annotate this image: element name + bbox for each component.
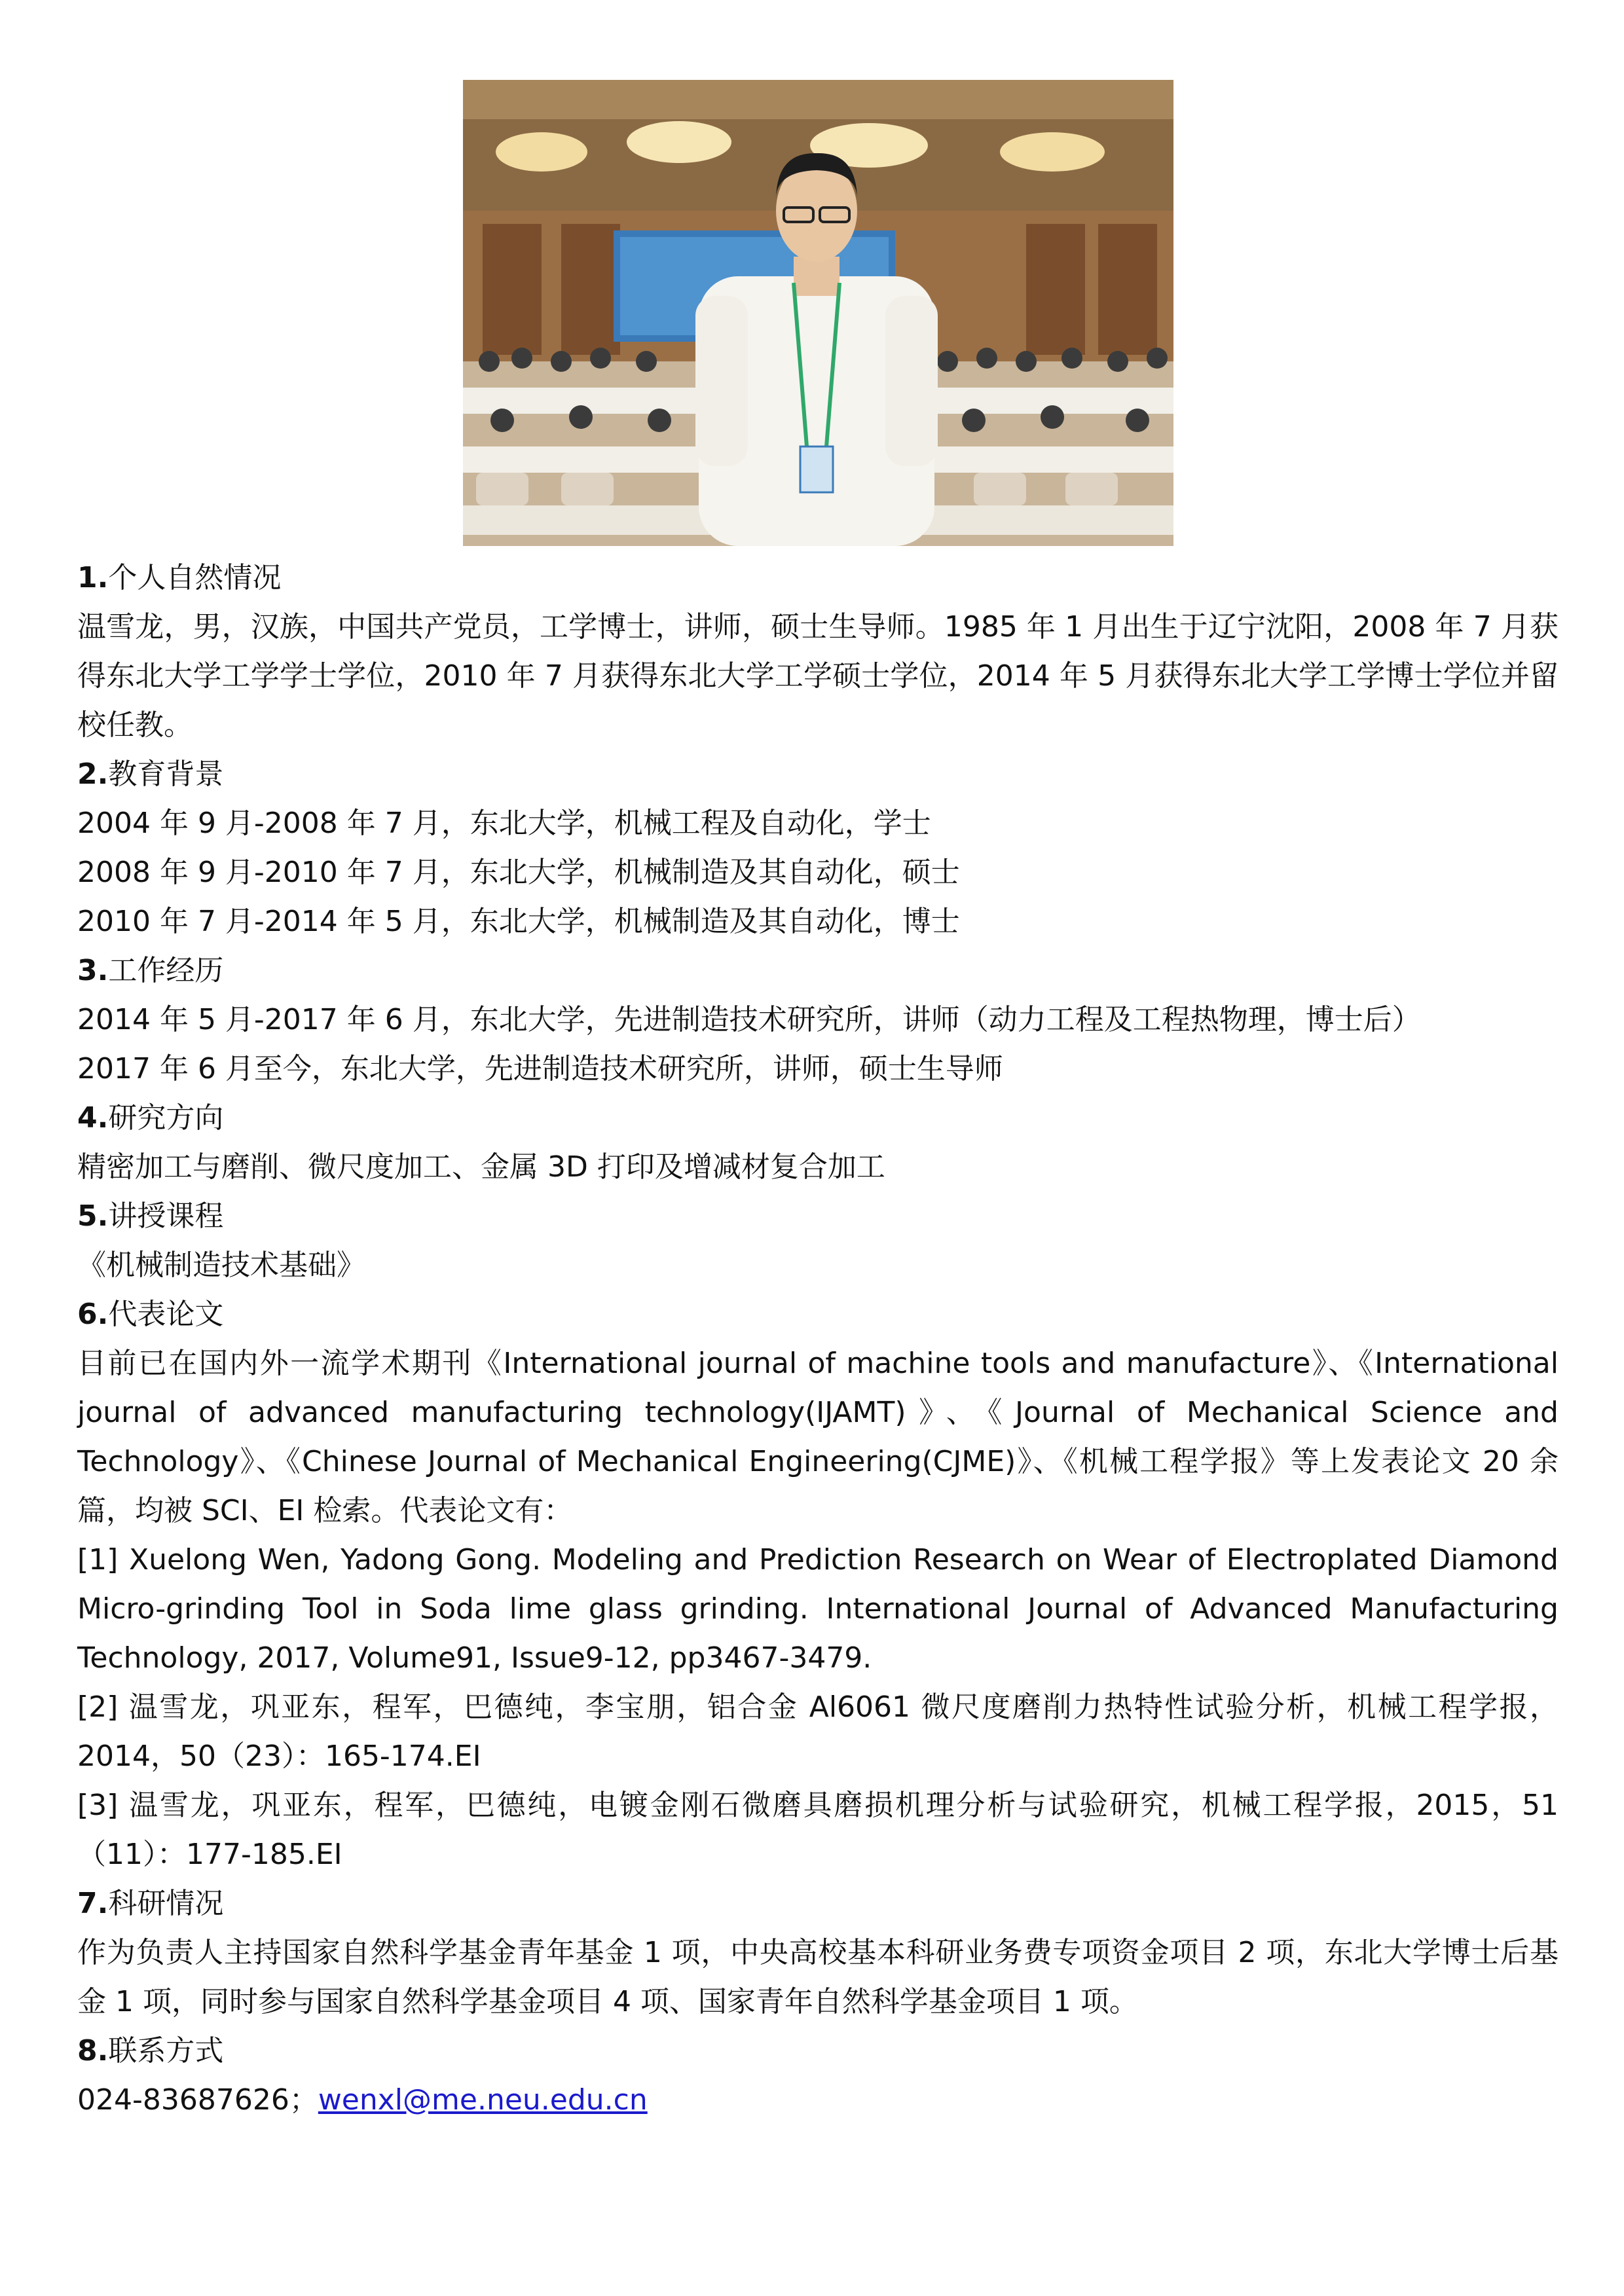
conference-photo-image	[463, 80, 1173, 546]
research-direction-text: 精密加工与磨削、微尺度加工、金属 3D 打印及增减材复合加工	[77, 1150, 885, 1184]
section-heading-personal-info: 1.个人自然情况	[77, 561, 282, 594]
publication-item: [3] 温雪龙，巩亚东，程军，巴德纯，电镀金刚石微磨具磨损机理分析与试验研究，机械工程学报，2015，51（11）：177-185.EI	[77, 1789, 1559, 1871]
section-heading-contact: 8.联系方式	[77, 2034, 224, 2068]
education-item: 2008 年 9 月-2010 年 7 月，东北大学，机械制造及其自动化，硕士	[77, 856, 960, 889]
education-item: 2010 年 7 月-2014 年 5 月，东北大学，机械制造及其自动化，博士	[77, 905, 960, 938]
publications-intro: 目前已在国内外一流学术期刊《International journal of machine tools and manufacture》、《International journal of advanced manufacturing technology(IJAMT)》、《Journal of Mechanical Science and Technology》、《Chinese Journal of Mechanical Engineering(CJME)》、《机械工程学报》等上发表论文 20 余篇，均被 SCI、EI 检索。代表论文有：	[77, 1347, 1559, 1527]
email-link[interactable]: wenxl@me.neu.edu.cn	[318, 2083, 648, 2117]
section-heading-work-experience: 3.工作经历	[77, 954, 224, 987]
publication-item: [1] Xuelong Wen, Yadong Gong. Modeling and Prediction Research on Wear of Electroplated Diamond Micro-grinding Tool in Soda lime glass grinding. International Journal of Advanced Manufacturing Technology, 2017, Volume91, Issue9-12, pp3467-3479.	[77, 1543, 1559, 1675]
section-heading-education: 2.教育背景	[77, 757, 224, 791]
phone-number: 024-83687626；	[77, 2083, 318, 2117]
publication-item: [2] 温雪龙，巩亚东，程军，巴德纯，李宝朋，铝合金 Al6061 微尺度磨削力热特性试验分析，机械工程学报，2014，50（23）：165-174.EI	[77, 1690, 1559, 1773]
section-heading-research-direction: 4.研究方向	[77, 1101, 224, 1135]
course-item: 《机械制造技术基础》	[77, 1248, 365, 1282]
section-heading-research-projects: 7.科研情况	[77, 1887, 224, 1920]
section-heading-courses: 5.讲授课程	[77, 1199, 224, 1233]
research-projects-paragraph: 作为负责人主持国家自然科学基金青年基金 1 项，中央高校基本科研业务费专项资金项目 2 项，东北大学博士后基金 1 项，同时参与国家自然科学基金项目 4 项、国家青年自然科学基金项目 1 项。	[77, 1936, 1559, 2018]
portrait-photo	[463, 80, 1173, 546]
section-heading-publications: 6.代表论文	[77, 1298, 224, 1331]
profile-content	[77, 553, 1559, 2124]
work-item: 2017 年 6 月至今，东北大学，先进制造技术研究所，讲师，硕士生导师	[77, 1052, 1003, 1085]
education-item: 2004 年 9 月-2008 年 7 月，东北大学，机械工程及自动化，学士	[77, 807, 931, 840]
personal-info-paragraph: 温雪龙，男，汉族，中国共产党员，工学博士，讲师，硕士生导师。1985 年 1 月出生于辽宁沈阳，2008 年 7 月获得东北大学工学学士学位，2010 年 7 月获得东北大学工学硕士学位，2014 年 5 月获得东北大学工学博士学位并留校任教。	[77, 610, 1559, 742]
work-item: 2014 年 5 月-2017 年 6 月，东北大学，先进制造技术研究所，讲师（动力工程及工程热物理，博士后）	[77, 1003, 1421, 1036]
contact-line	[77, 2075, 1559, 2124]
